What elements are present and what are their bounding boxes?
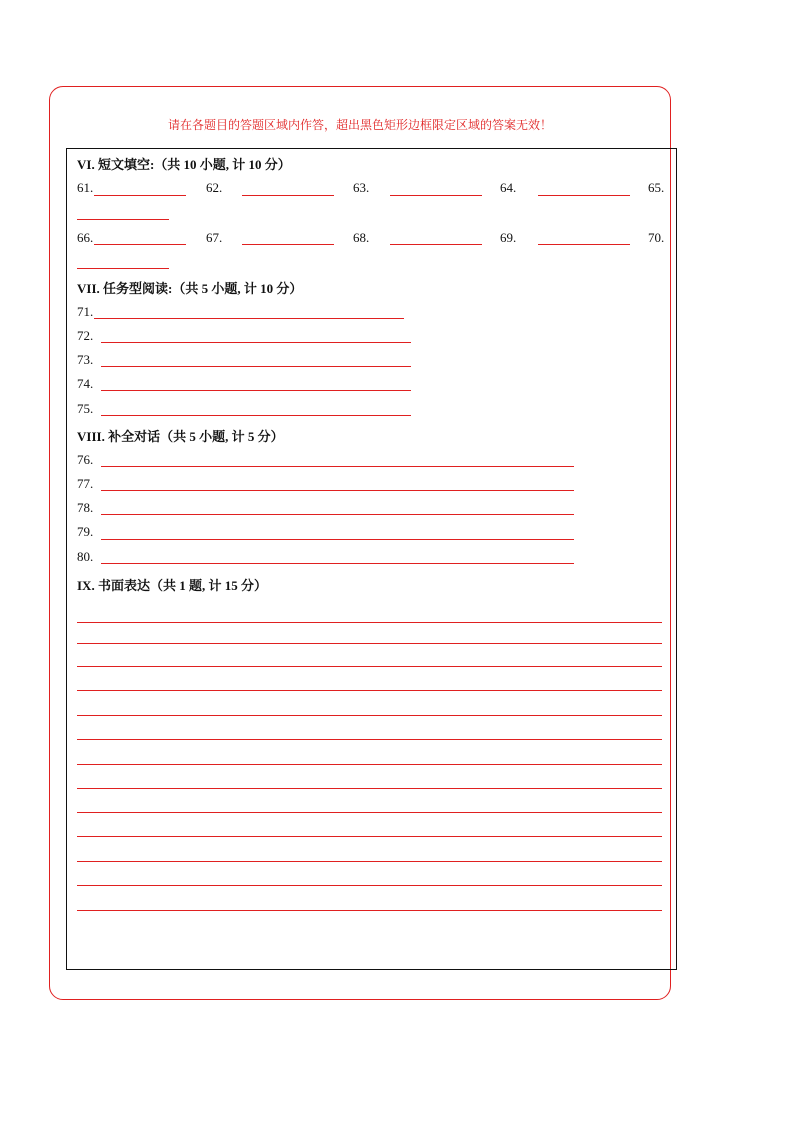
question-67-blank[interactable] — [242, 244, 334, 245]
writing-line[interactable] — [77, 690, 662, 691]
question-64-blank[interactable] — [538, 195, 630, 196]
question-77-answer-line[interactable] — [101, 490, 574, 491]
question-72-answer-line[interactable] — [101, 342, 411, 343]
question-67-number: 67. — [206, 230, 223, 245]
question-73-number: 73. — [77, 352, 94, 367]
answer-area-notice: 请在各题目的答题区域内作答，超出黑色矩形边框限定区域的答案无效！ — [167, 118, 552, 132]
writing-line[interactable] — [77, 885, 662, 886]
question-70-blank[interactable] — [77, 268, 169, 269]
question-71-answer-line[interactable] — [94, 318, 404, 319]
writing-line[interactable] — [77, 812, 662, 813]
question-79-number: 79. — [77, 524, 94, 539]
question-80-number: 80. — [77, 549, 94, 564]
section-vii-heading: VII. 任务型阅读:（共 5 小题, 计 10 分） — [77, 281, 303, 296]
question-63-number: 63. — [353, 180, 370, 195]
question-76-answer-line[interactable] — [101, 466, 574, 467]
section-viii-heading: VIII. 补全对话（共 5 小题, 计 5 分） — [77, 429, 284, 444]
question-78-number: 78. — [77, 500, 94, 515]
question-73-answer-line[interactable] — [101, 366, 411, 367]
question-69-blank[interactable] — [538, 244, 630, 245]
section-ix-heading: IX. 书面表达（共 1 题, 计 15 分） — [77, 578, 267, 593]
question-74-answer-line[interactable] — [101, 390, 411, 391]
writing-line[interactable] — [77, 910, 662, 911]
section-vi-heading: VI. 短文填空:（共 10 小题, 计 10 分） — [77, 157, 291, 172]
question-77-number: 77. — [77, 476, 94, 491]
writing-line[interactable] — [77, 861, 662, 862]
question-65-blank[interactable] — [77, 219, 169, 220]
writing-line[interactable] — [77, 643, 662, 644]
question-61-number: 61. — [77, 180, 94, 195]
question-62-number: 62. — [206, 180, 223, 195]
question-65-number: 65. — [648, 180, 665, 195]
question-68-blank[interactable] — [390, 244, 482, 245]
writing-line[interactable] — [77, 666, 662, 667]
question-63-blank[interactable] — [390, 195, 482, 196]
question-78-answer-line[interactable] — [101, 514, 574, 515]
question-64-number: 64. — [500, 180, 517, 195]
writing-line[interactable] — [77, 836, 662, 837]
question-71-number: 71. — [77, 304, 94, 319]
question-76-number: 76. — [77, 452, 94, 467]
question-61-blank[interactable] — [94, 195, 186, 196]
writing-line[interactable] — [77, 715, 662, 716]
question-75-number: 75. — [77, 401, 94, 416]
question-66-blank[interactable] — [94, 244, 186, 245]
question-75-answer-line[interactable] — [101, 415, 411, 416]
question-69-number: 69. — [500, 230, 517, 245]
question-80-answer-line[interactable] — [101, 563, 574, 564]
writing-line[interactable] — [77, 764, 662, 765]
writing-line[interactable] — [77, 788, 662, 789]
question-62-blank[interactable] — [242, 195, 334, 196]
answer-area-box — [66, 148, 677, 970]
question-66-number: 66. — [77, 230, 94, 245]
question-72-number: 72. — [77, 328, 94, 343]
question-68-number: 68. — [353, 230, 370, 245]
question-79-answer-line[interactable] — [101, 539, 574, 540]
question-74-number: 74. — [77, 376, 94, 391]
question-70-number: 70. — [648, 230, 665, 245]
writing-line[interactable] — [77, 622, 662, 623]
writing-line[interactable] — [77, 739, 662, 740]
